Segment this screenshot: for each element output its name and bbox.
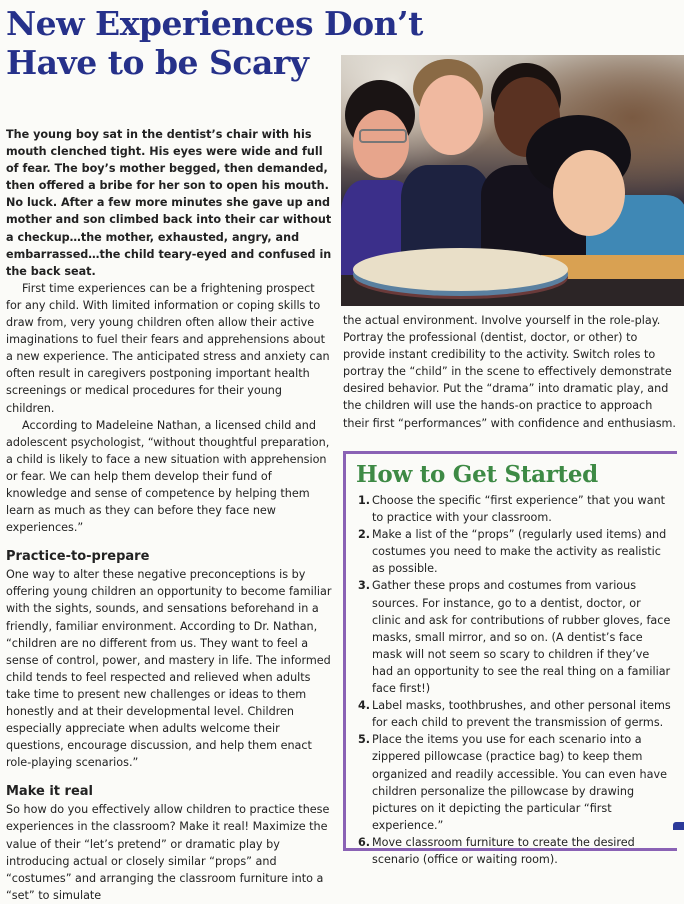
section-paragraph: So how do you effectively allow children to practice these experiences in the classroom? Make it real! Maximize the value of their “let’s pretend” or dramatic play by introducing actual or closely similar “props” and “costumes” and arranging the classroom furniture into a “set” to simulate [6, 803, 330, 902]
step-text: Choose the specific “first experience” that you want to practice with your classroom. [372, 494, 666, 525]
body-paragraph: First time experiences can be a frightening prospect for any child. With limited information or coping skills to draw from, very young children often allow their active imaginations to fuel their fears and apprehensions about a new experience. The anticipated stress and anxiety can often result in caregivers postponing important health screenings or medical procedures for their young children. [6, 281, 330, 415]
step-number: 4. [358, 699, 371, 713]
left-column [6, 126, 332, 904]
photo-figure [419, 75, 483, 155]
photo-glasses [359, 129, 407, 143]
step-number: 1. [358, 494, 371, 507]
step-text: Move classroom furniture to create the desired scenario (office or waiting room). [372, 835, 635, 866]
body-paragraph: According to Madeleine Nathan, a licensed child and adolescent psychologist, “without thoughtful preparation, a child is likely to face a new situation with apprehension or fear. We can help them develop their fund of knowledge and sense of competence by helping them learn as much as they can before they face new experiences.” [6, 418, 330, 535]
steps-list [346, 492, 677, 868]
right-column [343, 312, 678, 432]
article-title: New Experiences Don’t Have to be Scary [6, 4, 423, 82]
how-to-sidebar [343, 451, 677, 866]
step-text: Label masks, toothbrushes, and other personal items for each child to prevent the transmission of germs. [372, 699, 671, 730]
page-tab-marker [673, 822, 684, 830]
photo-figure [353, 110, 409, 178]
step-text: Make a list of the “props” (regularly used items) and costumes you need to make the activity as realistic as possible. [372, 528, 667, 576]
step-item [358, 697, 671, 731]
step-item [358, 577, 671, 697]
step-item [358, 731, 671, 834]
step-item [358, 526, 671, 577]
step-text: Gather these props and costumes from various sources. For instance, go to a dentist, doctor, or clinic and ask for contributions of rubber gloves, face masks, small mirror, and so on. (A dentist’s face mask will not seem so scary to children if they’ve had an opportunity to see the real thing on a familiar face first!) [372, 579, 671, 696]
sidebar-heading: How to Get Started [356, 461, 598, 488]
step-number: 3. [358, 579, 371, 593]
photo-board [353, 248, 568, 291]
section-heading: Practice-to-prepare [6, 549, 150, 565]
lead-paragraph: The young boy sat in the dentist’s chair with his mouth clenched tight. His eyes were wide and full of fear. The boy’s mother begged, then demanded, then offered a bribe for her son to open his mouth. No luck. After a few more minutes she gave up and mother and son climbed back into their car without a checkup…the mother, exhausted, angry, and embarrassed…the child teary-eyed and confused in the back seat. [6, 128, 332, 278]
children-photo [341, 55, 684, 306]
step-item [358, 492, 671, 526]
step-number: 5. [358, 733, 371, 747]
continuation-paragraph: the actual environment. Involve yourself in the role-play. Portray the professional (dentist, doctor, or other) to provide instant credibility to the activity. Switch roles to portray the “child” in the scene to effectively demonstrate desired behavior. Put the “drama” into dramatic play, and the children will use the hands-on practice to approach their first “performances” with confidence and enthusiasm. [343, 314, 676, 430]
photo-figure [553, 150, 625, 236]
step-text: Place the items you use for each scenario into a zippered pillowcase (practice bag) to keep them organized and readily accessible. You can even have children personalize the pillowcase by drawing pictures on it depicting the particular “first experience.” [372, 733, 667, 832]
step-number: 6. [358, 835, 371, 849]
step-item [358, 834, 671, 868]
step-number: 2. [358, 528, 371, 542]
section-heading: Make it real [6, 784, 94, 800]
section-paragraph: One way to alter these negative preconceptions is by offering young children an opportunity to become familiar with the sights, sounds, and sensations beforehand in a friendly, familiar environment. According to Dr. Nathan, “children are no different from us. They want to feel a sense of control, power, and mastery in life. The informed child tends to feel respected and relieved when adults take time to present new challenges or ideas to them honestly and at their developmental level. Children especially appreciate when adults welcome their questions, encourage discussion, and help them enact role-playing scenarios.” [6, 568, 332, 770]
